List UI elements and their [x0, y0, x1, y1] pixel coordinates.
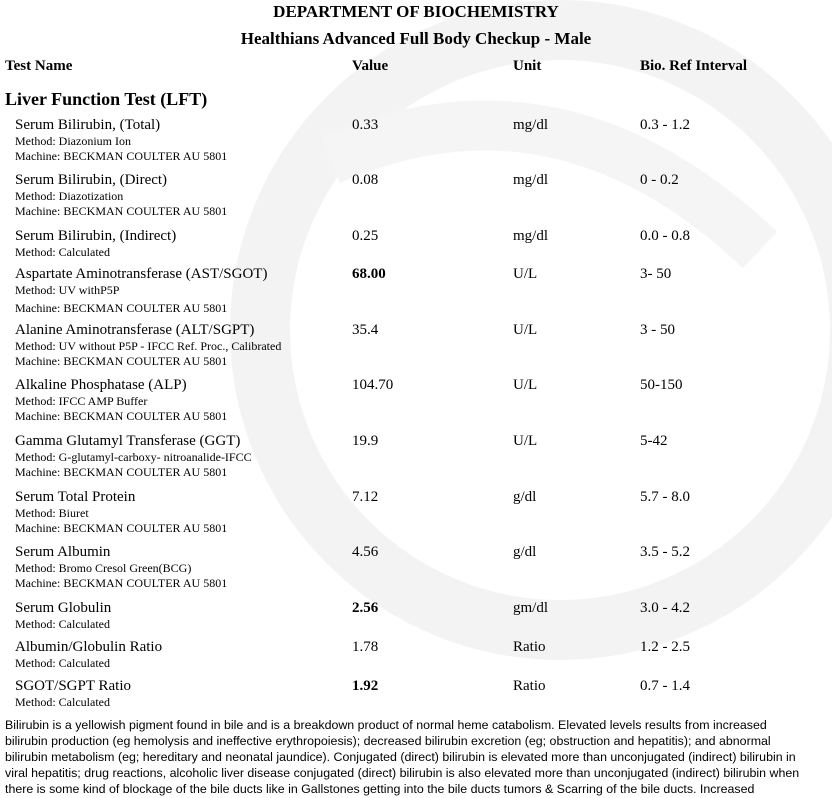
test-method: Method: IFCC AMP Buffer	[15, 394, 148, 408]
test-value: 0.33	[352, 117, 379, 133]
test-row	[15, 677, 131, 710]
test-name: Albumin/Globulin Ratio	[15, 639, 163, 655]
test-unit: mg/dl	[513, 228, 549, 244]
test-unit: g/dl	[513, 489, 537, 505]
test-ref: 3 - 50	[640, 322, 675, 338]
test-unit: U/L	[513, 322, 538, 338]
test-name: Aspartate Aminotransferase (AST/SGOT)	[15, 266, 268, 282]
test-machine: Machine: BECKMAN COULTER AU 5801	[15, 409, 228, 423]
test-row	[15, 116, 227, 164]
test-machine: Machine: BECKMAN COULTER AU 5801	[15, 149, 228, 163]
test-ref: 1.2 - 2.5	[640, 639, 690, 655]
test-row	[15, 321, 281, 369]
test-name: Serum Globulin	[15, 600, 112, 616]
test-value: 0.25	[352, 228, 379, 244]
test-unit: mg/dl	[513, 117, 549, 133]
test-value: 0.08	[352, 172, 379, 188]
test-method: Method: Calculated	[15, 656, 110, 670]
test-machine: Machine: BECKMAN COULTER AU 5801	[15, 301, 228, 315]
test-row	[15, 638, 162, 671]
test-machine: Machine: BECKMAN COULTER AU 5801	[15, 521, 228, 535]
test-method: Method: Biuret	[15, 506, 89, 520]
test-name: Serum Bilirubin, (Indirect)	[15, 228, 177, 244]
test-unit: U/L	[513, 266, 538, 282]
test-row	[15, 488, 227, 536]
test-row	[15, 227, 176, 260]
test-value: 35.4	[352, 322, 379, 338]
test-name: Serum Albumin	[15, 544, 111, 560]
test-unit: U/L	[513, 377, 538, 393]
test-row	[15, 265, 267, 316]
col-header-test-name: Test Name	[5, 58, 73, 74]
test-ref: 3.5 - 5.2	[640, 544, 690, 560]
test-ref: 0.3 - 1.2	[640, 117, 690, 133]
test-method: Method: Diazotization	[15, 189, 124, 203]
test-unit: gm/dl	[513, 600, 549, 616]
test-machine: Machine: BECKMAN COULTER AU 5801	[15, 576, 228, 590]
test-name: SGOT/SGPT Ratio	[15, 678, 131, 694]
test-unit: g/dl	[513, 544, 537, 560]
test-unit: Ratio	[513, 639, 546, 655]
test-row	[15, 599, 111, 632]
test-row	[15, 171, 227, 219]
test-value: 4.56	[352, 544, 379, 560]
test-name: Alkaline Phosphatase (ALP)	[15, 377, 187, 393]
package-title: Healthians Advanced Full Body Checkup - Male	[240, 29, 592, 48]
test-method: Method: UV withP5P	[15, 283, 120, 297]
department-title: DEPARTMENT OF BIOCHEMISTRY	[273, 2, 559, 21]
test-ref: 0 - 0.2	[640, 172, 679, 188]
test-ref: 0.7 - 1.4	[640, 678, 690, 694]
test-ref: 3- 50	[640, 266, 672, 282]
test-machine: Machine: BECKMAN COULTER AU 5801	[15, 465, 228, 479]
test-machine: Machine: BECKMAN COULTER AU 5801	[15, 354, 228, 368]
test-ref: 5-42	[640, 433, 668, 449]
interpretation-note: Bilirubin is a yellowish pigment found in bile and is a breakdown product of normal heme catabolism. Elevated levels results from increased bilirubin production (eg hemolysis and ineffective erythropoiesis); decreased bilirubin excretion (eg; obstruction and hepatitis); and abnormal bilirubin metabolism (eg; hereditary and neonatal jaundice). Conjugated (direct) bilirubin is elevated more than unconjugated (indirect) bilirubin in viral hepatitis; drug reactions, alcoholic liver disease conjugated (direct) bilirubin is also elevated more than unconjugated (indirect) bilirubin when there is some kind of blockage of the bile ducts like in Gallstones getting into the bile ducts tumors & Scarring of the bile ducts. Increased	[5, 718, 800, 796]
test-row	[15, 376, 227, 424]
test-value: 19.9	[352, 433, 379, 449]
test-value: 104.70	[352, 377, 394, 393]
test-row	[15, 543, 227, 591]
test-value: 7.12	[352, 489, 379, 505]
col-header-unit: Unit	[513, 58, 542, 74]
test-ref: 0.0 - 0.8	[640, 228, 690, 244]
test-method: Method: Diazonium Ion	[15, 134, 131, 148]
test-name: Serum Bilirubin, (Total)	[15, 117, 161, 133]
col-header-value: Value	[352, 58, 389, 74]
test-ref: 3.0 - 4.2	[640, 600, 690, 616]
test-ref: 5.7 - 8.0	[640, 489, 690, 505]
test-unit: U/L	[513, 433, 538, 449]
test-value-flagged: 2.56	[352, 600, 379, 616]
test-name: Serum Bilirubin, (Direct)	[15, 172, 168, 188]
test-method: Method: Bromo Cresol Green(BCG)	[15, 561, 192, 575]
test-method: Method: Calculated	[15, 245, 110, 259]
test-ref: 50-150	[640, 377, 683, 393]
test-unit: mg/dl	[513, 172, 549, 188]
test-method: Method: Calculated	[15, 617, 110, 631]
test-value-flagged: 68.00	[352, 266, 386, 282]
section-title: Liver Function Test (LFT)	[5, 89, 208, 109]
test-value-flagged: 1.92	[352, 678, 379, 694]
test-name: Alanine Aminotransferase (ALT/SGPT)	[15, 322, 255, 338]
test-method: Method: UV without P5P - IFCC Ref. Proc., Calibrated	[15, 339, 282, 353]
test-name: Serum Total Protein	[15, 489, 136, 505]
test-machine: Machine: BECKMAN COULTER AU 5801	[15, 204, 228, 218]
col-header-ref: Bio. Ref Interval	[640, 58, 748, 74]
test-row	[15, 432, 252, 480]
test-name: Gamma Glutamyl Transferase (GGT)	[15, 433, 241, 449]
test-method: Method: G-glutamyl-carboxy- nitroanalide-IFCC	[15, 450, 252, 464]
test-unit: Ratio	[513, 678, 546, 694]
test-method: Method: Calculated	[15, 695, 110, 709]
test-value: 1.78	[352, 639, 379, 655]
